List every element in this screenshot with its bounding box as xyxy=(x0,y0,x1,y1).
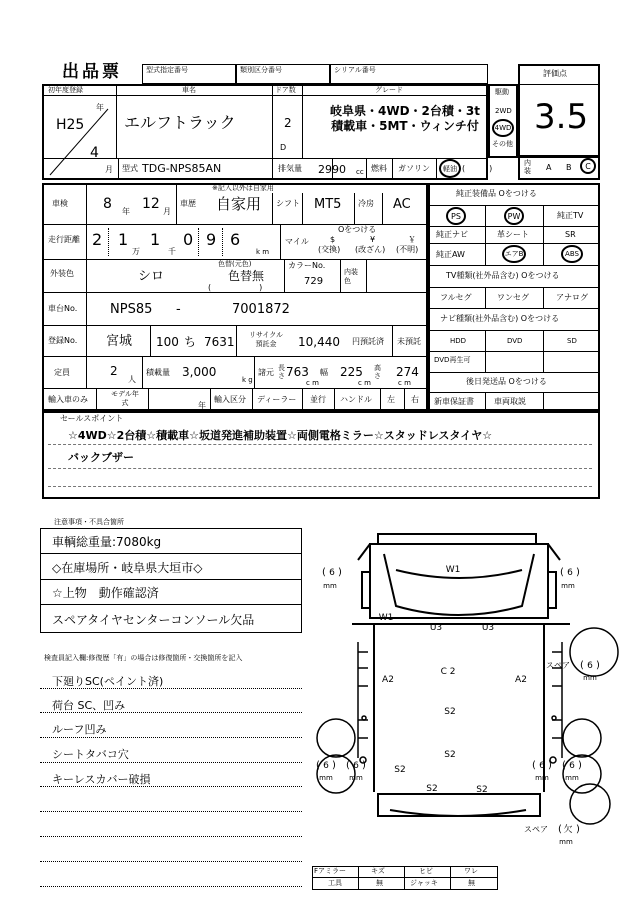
tire-rl-outer: 6 xyxy=(323,761,329,771)
svg-text:): ) xyxy=(332,760,336,771)
body-color: シロ xyxy=(138,269,165,284)
tire-rr-outer: 6 xyxy=(569,761,575,771)
fuel-circle: 軽油 xyxy=(439,159,461,178)
drive-circle: 4WD xyxy=(492,119,514,137)
first-reg-year: H25 xyxy=(56,117,85,133)
svg-text:mm: mm xyxy=(535,774,549,782)
svg-text:): ) xyxy=(338,567,342,578)
inspector-item-1: 下廻りSC(ペイント済) xyxy=(52,675,164,688)
svg-text:(: ( xyxy=(562,760,566,771)
sales-line-2: バックブザー xyxy=(68,451,134,464)
chassis-prefix: NPS85 xyxy=(110,302,153,317)
svg-text:mm: mm xyxy=(323,582,337,590)
svg-text:スペア: スペア xyxy=(524,825,548,834)
truck-diagram xyxy=(300,520,620,865)
sales-line-1: ☆4WD☆2台積☆積載車☆坂道発進補助装置☆両側電格ミラー☆スタッドレスタイヤ☆ xyxy=(68,429,493,442)
svg-text:(: ( xyxy=(580,660,584,671)
tire-fr: 6 xyxy=(567,568,573,578)
mark-W1-left: W1 xyxy=(378,613,394,623)
svg-text:): ) xyxy=(548,760,552,771)
model-code: TDG-NPS85AN xyxy=(142,162,222,175)
svg-text:): ) xyxy=(576,824,580,835)
spare-2-value: 欠 xyxy=(563,825,573,835)
page-title: 出品票 xyxy=(62,62,122,82)
recycle: 10,440 xyxy=(298,335,340,349)
svg-text:(: ( xyxy=(560,567,564,578)
katashiki-nintei-box: 型式指定番号 xyxy=(142,64,236,84)
spare-1-value: 6 xyxy=(587,661,593,671)
mark-A2-right: A2 xyxy=(515,675,527,685)
note-3: ☆上物 動作確認済 xyxy=(40,582,302,605)
spec-table xyxy=(42,183,428,411)
equip-pw: PW xyxy=(504,207,524,225)
inspector-item-2: 荷台 SC、凹み xyxy=(52,699,126,712)
shift: MT5 xyxy=(314,197,342,212)
inspector-item-5: キーレスカバー破損 xyxy=(52,773,151,786)
mark-A2-left: A2 xyxy=(382,675,394,685)
grade-text: 岐阜県・4WD・2台積・3t積載車・5MT・ウィンチ付 xyxy=(330,104,480,133)
equip-ps: PS xyxy=(446,207,466,225)
mark-U3-left: U3 xyxy=(429,623,443,633)
jack-value: 無 xyxy=(468,879,475,887)
svg-text:(: ( xyxy=(346,760,350,771)
svg-text:): ) xyxy=(578,760,582,771)
load-capacity: 3,000 xyxy=(182,365,217,379)
shaken-year: 8 xyxy=(103,196,112,212)
first-reg-month: 4 xyxy=(90,145,99,161)
note-4: スペアタイヤセンターコンソール欠品 xyxy=(52,613,255,627)
ruibetsu-box: 類別区分番号 xyxy=(236,64,330,84)
svg-text:): ) xyxy=(362,760,366,771)
svg-text:(: ( xyxy=(532,760,536,771)
svg-text:mm: mm xyxy=(319,774,333,782)
note-1: 車輌総重量:7080kg xyxy=(40,531,302,554)
equip-airbag: エアB xyxy=(502,245,526,263)
mark-S2-5: S2 xyxy=(476,785,488,795)
mark-C2: C 2 xyxy=(440,667,456,677)
svg-text:mm: mm xyxy=(559,838,573,846)
mark-U3-right: U3 xyxy=(481,623,495,633)
svg-text:(: ( xyxy=(316,760,320,771)
car-name: エルフトラック xyxy=(124,113,236,132)
svg-text:(: ( xyxy=(558,824,562,835)
tools-value: 無 xyxy=(376,879,383,887)
svg-text:mm: mm xyxy=(565,774,579,782)
reg-area: 宮城 xyxy=(106,334,133,349)
mark-S2-4: S2 xyxy=(426,784,438,794)
door-count: 2 xyxy=(284,116,292,130)
chassis-no: 7001872 xyxy=(232,302,290,317)
svg-text:mm: mm xyxy=(349,774,363,782)
mark-S2-2: S2 xyxy=(444,750,456,760)
note-2: ◇在庫場所・岐阜県大垣市◇ xyxy=(40,557,302,580)
svg-text:(: ( xyxy=(322,567,326,578)
tire-rr-inner: 6 xyxy=(539,761,545,771)
svg-text:): ) xyxy=(576,567,580,578)
svg-text:mm: mm xyxy=(583,674,597,682)
displacement: 2990 xyxy=(318,163,346,176)
serial-box: シリアル番号 xyxy=(330,64,488,84)
shareki: 自家用 xyxy=(216,195,262,213)
reibo: AC xyxy=(393,197,411,212)
tire-fl: 6 xyxy=(329,568,335,578)
color-no: 729 xyxy=(304,276,324,287)
color-change: 色替無 xyxy=(228,269,265,283)
inspector-item-4: シートタバコ穴 xyxy=(52,748,129,761)
svg-text:mm: mm xyxy=(561,582,575,590)
score: 3.5 xyxy=(534,97,589,137)
inspector-item-3: ルーフ凹み xyxy=(52,723,107,736)
svg-text:スペア: スペア xyxy=(546,661,570,670)
equip-abs: ABS xyxy=(561,245,583,263)
svg-text:): ) xyxy=(596,660,600,671)
mark-S2-3: S2 xyxy=(394,765,406,775)
shaken-month: 12 xyxy=(142,196,160,212)
interior-circle: C xyxy=(580,158,596,174)
mark-S2-1: S2 xyxy=(444,707,456,717)
tire-rl-inner: 6 xyxy=(353,761,359,771)
mark-W1-top: W1 xyxy=(445,565,461,575)
